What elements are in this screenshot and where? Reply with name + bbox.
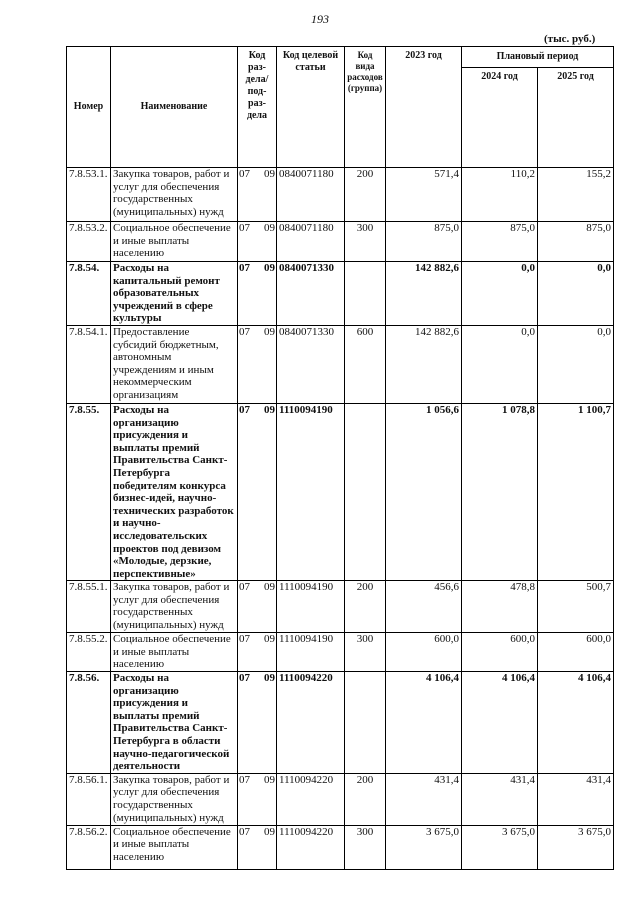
row-value-2024: 1 078,8 [462, 403, 538, 580]
row-expense-type: 300 [345, 633, 386, 672]
header-target-code: Код целевой статьи [277, 47, 345, 168]
row-section-code [238, 222, 277, 262]
header-name: Наименование [111, 47, 238, 168]
row-section-code [238, 262, 277, 326]
row-value-2023: 456,6 [386, 581, 462, 633]
row-value-2023: 4 106,4 [386, 672, 462, 774]
row-expense-type: 300 [345, 222, 386, 262]
podrazdel-code: 09 [264, 222, 275, 234]
podrazdel-code: 09 [264, 403, 275, 416]
row-name: Закупка товаров, работ и услуг для обеспечения государственных (муниципальных) нужд [111, 581, 238, 633]
row-name: Социальное обеспечение и иные выплаты населению [111, 825, 238, 869]
row-name: Расходы на организацию присуждения и выплаты премий Правительства Санкт-Петербурга победителям конкурса бизнес-идей, научно-технических разработок и научно-исследовательских проектов под девизом «Молодые, дерзкие, перспективные» [111, 403, 238, 580]
table-row [67, 773, 614, 825]
row-name: Закупка товаров, работ и услуг для обеспечения государственных (муниципальных) нужд [111, 168, 238, 222]
row-value-2024: 110,2 [462, 168, 538, 222]
row-section-code [238, 168, 277, 222]
header-2024: 2024 год [462, 68, 538, 168]
razdel-code: 07 [239, 403, 250, 416]
table-row [67, 168, 614, 222]
razdel-code: 07 [239, 672, 250, 685]
header-section-code: Код раз-дела/ под-раз-дела [238, 47, 277, 168]
row-section-code [238, 633, 277, 672]
row-value-2024: 875,0 [462, 222, 538, 262]
podrazdel-code: 09 [264, 633, 275, 646]
row-expense-type: 200 [345, 581, 386, 633]
row-value-2025: 3 675,0 [538, 825, 614, 869]
header-2025: 2025 год [538, 68, 614, 168]
razdel-code: 07 [239, 825, 250, 838]
table-row [67, 325, 614, 403]
row-value-2025: 0,0 [538, 262, 614, 326]
row-number: 7.8.56.1. [67, 773, 111, 825]
row-value-2025: 431,4 [538, 773, 614, 825]
row-target-code: 0840071180 [277, 222, 345, 262]
razdel-code: 07 [239, 262, 250, 274]
row-number: 7.8.53.2. [67, 222, 111, 262]
razdel-code: 07 [239, 325, 250, 338]
row-number: 7.8.54. [67, 262, 111, 326]
row-value-2023: 1 056,6 [386, 403, 462, 580]
row-value-2025: 4 106,4 [538, 672, 614, 774]
razdel-code: 07 [239, 773, 250, 786]
row-number: 7.8.56.2. [67, 825, 111, 869]
table-body [67, 168, 614, 870]
row-value-2024: 4 106,4 [462, 672, 538, 774]
razdel-code: 07 [239, 633, 250, 646]
row-target-code: 1110094190 [277, 633, 345, 672]
row-value-2024: 478,8 [462, 581, 538, 633]
row-target-code: 0840071330 [277, 325, 345, 403]
table-row [67, 222, 614, 262]
razdel-code: 07 [239, 168, 250, 180]
budget-table [66, 46, 614, 870]
row-value-2023: 600,0 [386, 633, 462, 672]
row-value-2024: 3 675,0 [462, 825, 538, 869]
units-label: (тыс. руб.) [544, 33, 596, 45]
row-value-2024: 0,0 [462, 262, 538, 326]
row-value-2024: 431,4 [462, 773, 538, 825]
row-value-2023: 3 675,0 [386, 825, 462, 869]
row-section-code [238, 581, 277, 633]
row-section-code [238, 325, 277, 403]
row-expense-type: 200 [345, 773, 386, 825]
table-row [67, 262, 614, 326]
podrazdel-code: 09 [264, 773, 275, 786]
row-section-code [238, 773, 277, 825]
row-value-2023: 142 882,6 [386, 262, 462, 326]
row-value-2024: 0,0 [462, 325, 538, 403]
table-row [67, 825, 614, 869]
row-number: 7.8.53.1. [67, 168, 111, 222]
header-number: Номер [67, 47, 111, 168]
header-planned-period: Плановый период [462, 47, 614, 68]
table-row [67, 672, 614, 774]
podrazdel-code: 09 [264, 581, 275, 594]
row-section-code [238, 672, 277, 774]
row-name: Предоставление субсидий бюджетным, автономным учреждениям и иным некоммерческим организациям [111, 325, 238, 403]
header-expense-type: Код вида расходов (группа) [345, 47, 386, 168]
row-target-code: 0840071330 [277, 262, 345, 326]
row-name: Расходы на капитальный ремонт образовательных учреждений в сфере культуры [111, 262, 238, 326]
row-target-code: 1110094190 [277, 403, 345, 580]
row-value-2023: 142 882,6 [386, 325, 462, 403]
razdel-code: 07 [239, 222, 250, 234]
row-value-2023: 875,0 [386, 222, 462, 262]
row-name: Расходы на организацию присуждения и выплаты премий Правительства Санкт-Петербурга в области научно-педагогической деятельности [111, 672, 238, 774]
row-value-2023: 431,4 [386, 773, 462, 825]
page-number: 193 [311, 12, 329, 26]
row-value-2025: 155,2 [538, 168, 614, 222]
row-name: Социальное обеспечение и иные выплаты населению [111, 633, 238, 672]
row-target-code: 1110094190 [277, 581, 345, 633]
row-number: 7.8.55.2. [67, 633, 111, 672]
podrazdel-code: 09 [264, 168, 275, 180]
row-expense-type: 600 [345, 325, 386, 403]
row-expense-type [345, 672, 386, 774]
podrazdel-code: 09 [264, 262, 275, 274]
row-expense-type [345, 262, 386, 326]
table-row [67, 581, 614, 633]
row-value-2025: 600,0 [538, 633, 614, 672]
row-expense-type [345, 403, 386, 580]
row-number: 7.8.55. [67, 403, 111, 580]
row-value-2025: 500,7 [538, 581, 614, 633]
row-value-2025: 0,0 [538, 325, 614, 403]
row-value-2025: 875,0 [538, 222, 614, 262]
row-expense-type: 200 [345, 168, 386, 222]
row-number: 7.8.54.1. [67, 325, 111, 403]
table-row [67, 633, 614, 672]
row-value-2025: 1 100,7 [538, 403, 614, 580]
row-section-code [238, 825, 277, 869]
podrazdel-code: 09 [264, 672, 275, 685]
row-section-code [238, 403, 277, 580]
row-number: 7.8.55.1. [67, 581, 111, 633]
row-expense-type: 300 [345, 825, 386, 869]
row-target-code: 0840071180 [277, 168, 345, 222]
row-target-code: 1110094220 [277, 825, 345, 869]
podrazdel-code: 09 [264, 325, 275, 338]
row-target-code: 1110094220 [277, 773, 345, 825]
table-row [67, 403, 614, 580]
row-target-code: 1110094220 [277, 672, 345, 774]
row-number: 7.8.56. [67, 672, 111, 774]
row-name: Закупка товаров, работ и услуг для обеспечения государственных (муниципальных) нужд [111, 773, 238, 825]
razdel-code: 07 [239, 581, 250, 594]
podrazdel-code: 09 [264, 825, 275, 838]
row-name: Социальное обеспечение и иные выплаты населению [111, 222, 238, 262]
row-value-2023: 571,4 [386, 168, 462, 222]
row-value-2024: 600,0 [462, 633, 538, 672]
header-2023: 2023 год [386, 47, 462, 168]
